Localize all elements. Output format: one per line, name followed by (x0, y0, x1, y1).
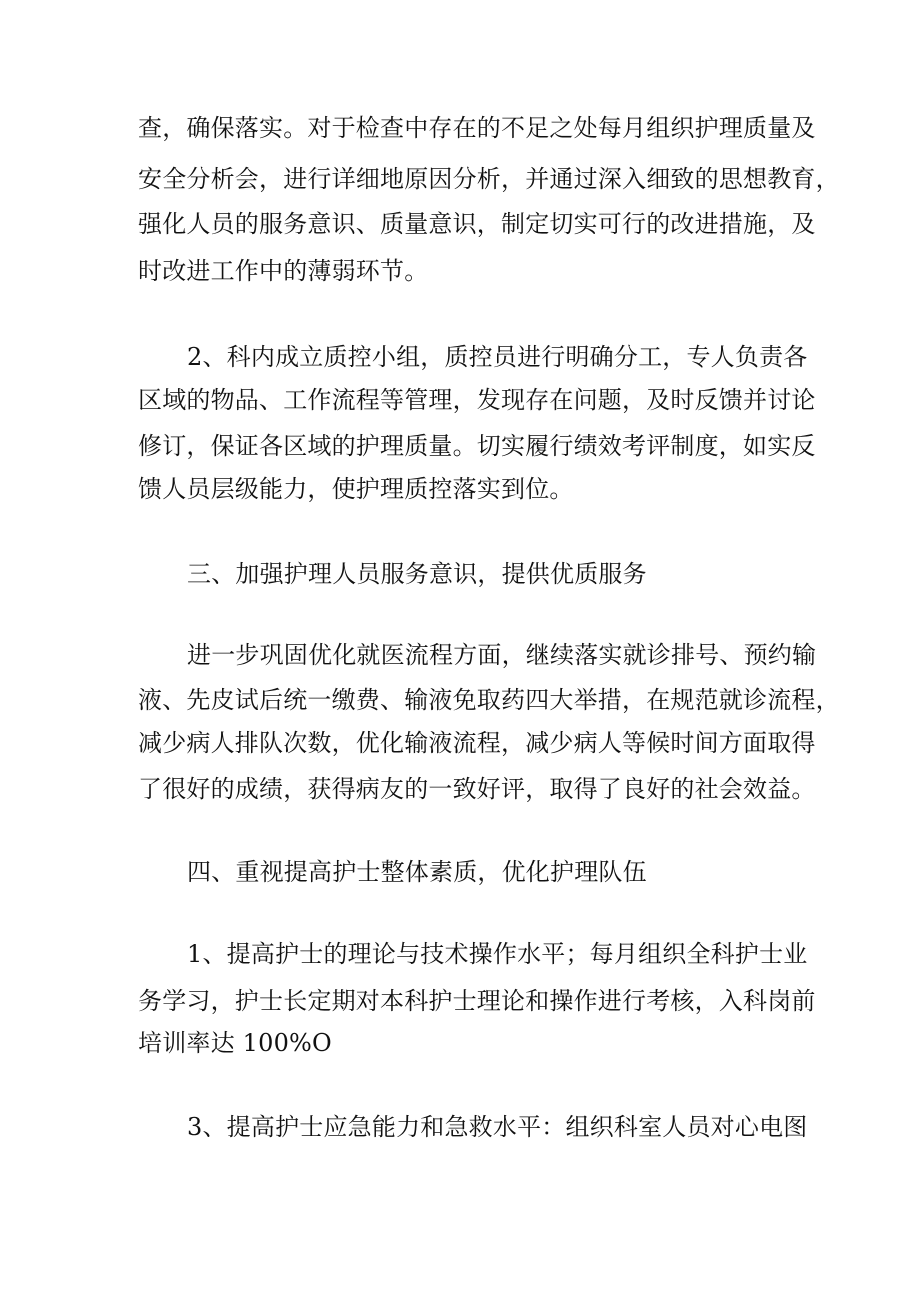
paragraph-3-line-2: 液、先皮试后统一缴费、输液免取药四大举措，在规范就诊流程， (138, 686, 840, 714)
paragraph-3-line-1: 进一步巩固优化就医流程方面，继续落实就诊排号、预约输 (187, 641, 817, 669)
paragraph-2-line-1: 2、科内成立质控小组，质控员进行明确分工，专人负责各 (187, 343, 808, 371)
paragraph-1-line-4: 时改进工作中的薄弱环节。 (138, 257, 429, 285)
paragraph-5-line-1: 3、提高护士应急能力和急救水平：组织科室人员对心电图 (187, 1113, 808, 1141)
paragraph-3-line-3: 减少病人排队次数，优化输液流程，减少病人等候时间方面取得 (138, 729, 816, 757)
paragraph-4-line-1: 1、提高护士的理论与技术操作水平；每月组织全科护士业 (187, 940, 808, 968)
paragraph-4-line-3: 培训率达 100%O (138, 1029, 332, 1057)
paragraph-2-line-4: 馈人员层级能力，使护理质控落实到位。 (138, 475, 574, 503)
paragraph-4-line-2: 务学习，护士长定期对本科护士理论和操作进行考核，入科岗前 (138, 987, 816, 1015)
paragraph-1-line-1: 查，确保落实。对于检查中存在的不足之处每月组织护理质量及 (138, 114, 816, 142)
paragraph-2-line-3: 修订，保证各区域的护理质量。切实履行绩效考评制度，如实反 (138, 432, 816, 460)
section-heading-three: 三、加强护理人员服务意识，提供优质服务 (187, 560, 647, 588)
paragraph-3-line-4: 了很好的成绩，获得病友的一致好评，取得了良好的社会效益。 (138, 775, 816, 803)
paragraph-1-line-2: 安全分析会，进行详细地原因分析，并通过深入细致的思想教育， (138, 165, 840, 193)
paragraph-2-line-2: 区域的物品、工作流程等管理，发现存在问题，及时反馈并讨论 (138, 386, 816, 414)
paragraph-1-line-3: 强化人员的服务意识、质量意识，制定切实可行的改进措施，及 (138, 210, 816, 238)
section-heading-four: 四、重视提高护士整体素质，优化护理队伍 (187, 858, 647, 886)
